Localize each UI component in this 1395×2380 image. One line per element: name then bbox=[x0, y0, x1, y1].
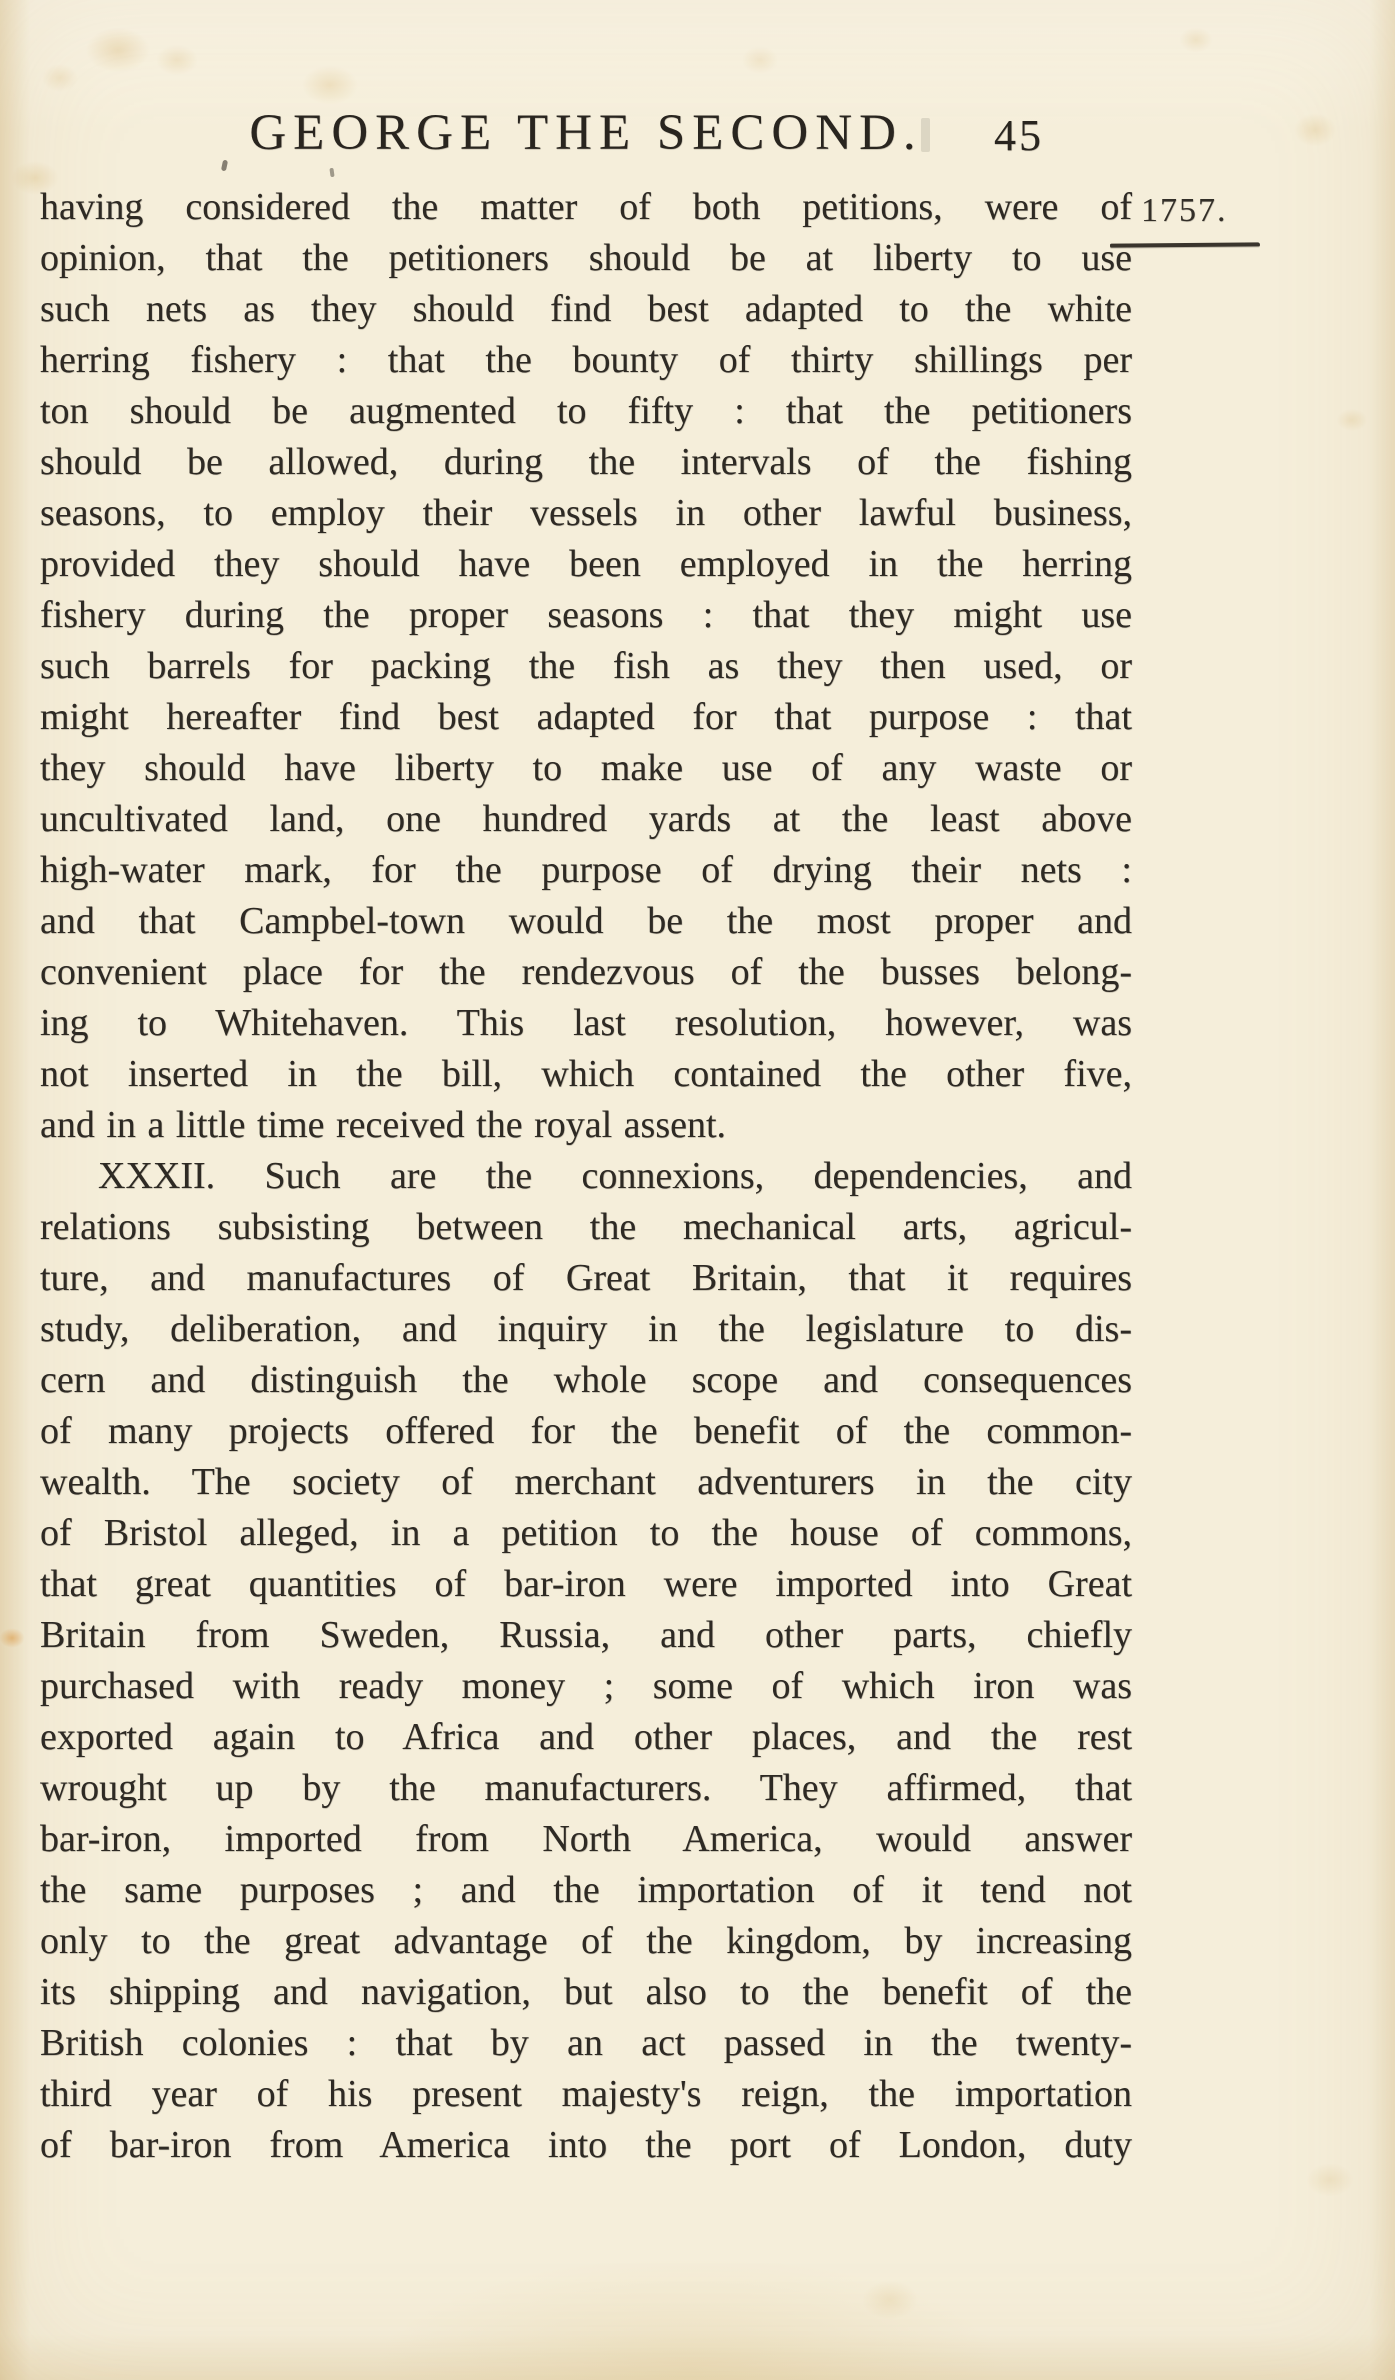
text-line: high-water mark, for the purpose of drying their nets : bbox=[40, 849, 1132, 891]
text-line: its shipping and navigation, but also to the benefit of the bbox=[40, 1971, 1132, 2013]
text-line: Britain from Sweden, Russia, and other parts, chiefly bbox=[40, 1614, 1132, 1656]
margin-rule-divider bbox=[1110, 242, 1260, 247]
text-line: having considered the matter of both petitions, were of bbox=[40, 186, 1132, 228]
text-line: that great quantities of bar-iron were imported into Great bbox=[40, 1563, 1132, 1605]
paragraph-xxxii bbox=[40, 1151, 1132, 2171]
text-line: convenient place for the rendezvous of the busses belong- bbox=[40, 951, 1132, 993]
showthrough-mark bbox=[921, 118, 930, 152]
text-line: herring fishery : that the bounty of thirty shillings per bbox=[40, 339, 1132, 381]
text-line: ton should be augmented to fifty : that the petitioners bbox=[40, 390, 1132, 432]
text-line: they should have liberty to make use of any waste or bbox=[40, 747, 1132, 789]
text-line: not inserted in the bill, which contained the other five, bbox=[40, 1053, 1132, 1095]
text-line: might hereafter find best adapted for that purpose : that bbox=[40, 696, 1132, 738]
text-line: fishery during the proper seasons : that they might use bbox=[40, 594, 1132, 636]
text-line: and in a little time received the royal assent. bbox=[40, 1104, 727, 1146]
text-line: only to the great advantage of the kingdom, by increasing bbox=[40, 1920, 1132, 1962]
text-line: study, deliberation, and inquiry in the legislature to dis- bbox=[40, 1308, 1132, 1350]
page-number: 45 bbox=[994, 111, 1044, 160]
text-line: and that Campbel-town would be the most proper and bbox=[40, 900, 1132, 942]
margin-year-note: 1757. bbox=[1141, 192, 1228, 229]
text-line: ture, and manufactures of Great Britain, that it requires bbox=[40, 1257, 1132, 1299]
ink-speck bbox=[329, 168, 334, 177]
text-line: should be allowed, during the intervals of the fishing bbox=[40, 441, 1132, 483]
text-line: third year of his present majesty's reign, the importation bbox=[40, 2073, 1132, 2115]
ink-speck bbox=[221, 160, 228, 172]
text-line: British colonies : that by an act passed in the twenty- bbox=[40, 2022, 1132, 2064]
text-line: uncultivated land, one hundred yards at the least above bbox=[40, 798, 1132, 840]
text-line: of bar-iron from America into the port of London, duty bbox=[40, 2124, 1132, 2166]
text-line: relations subsisting between the mechanical arts, agricul- bbox=[40, 1206, 1132, 1248]
text-line: ing to Whitehaven. This last resolution, however, was bbox=[40, 1002, 1132, 1044]
text-line: bar-iron, imported from North America, would answer bbox=[40, 1818, 1132, 1860]
text-line: wealth. The society of merchant adventurers in the city bbox=[40, 1461, 1132, 1503]
text-line: such nets as they should find best adapted to the white bbox=[40, 288, 1132, 330]
text-line: seasons, to employ their vessels in other lawful business, bbox=[40, 492, 1132, 534]
text-line: of Bristol alleged, in a petition to the house of commons, bbox=[40, 1512, 1132, 1554]
paragraph-continued bbox=[40, 182, 1132, 1151]
body-text-block bbox=[40, 182, 1132, 2171]
text-line: of many projects offered for the benefit of the common- bbox=[40, 1410, 1132, 1452]
text-line: opinion, that the petitioners should be at liberty to use bbox=[40, 237, 1132, 279]
text-line: XXXII. Such are the connexions, dependencies, and bbox=[98, 1155, 1132, 1197]
text-line: the same purposes ; and the importation of it tend not bbox=[40, 1869, 1132, 1911]
text-line: cern and distinguish the whole scope and consequences bbox=[40, 1359, 1132, 1401]
text-line: exported again to Africa and other places, and the rest bbox=[40, 1716, 1132, 1758]
running-head-title: GEORGE THE SECOND. bbox=[249, 105, 923, 161]
text-line: such barrels for packing the fish as they then used, or bbox=[40, 645, 1132, 687]
text-line: wrought up by the manufacturers. They affirmed, that bbox=[40, 1767, 1132, 1809]
text-line: provided they should have been employed in the herring bbox=[40, 543, 1132, 585]
page-header bbox=[40, 104, 1132, 162]
text-line: purchased with ready money ; some of which iron was bbox=[40, 1665, 1132, 1707]
